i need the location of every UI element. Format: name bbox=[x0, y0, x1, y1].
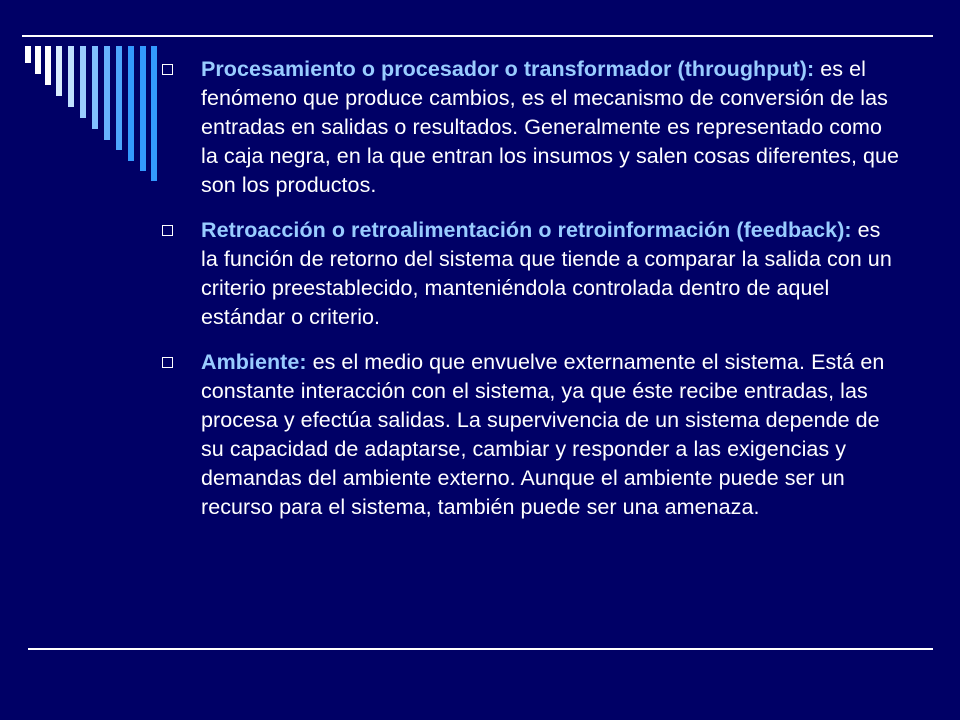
decorative-stripe bbox=[45, 46, 51, 85]
square-bullet-icon bbox=[162, 357, 173, 368]
decorative-stripe bbox=[104, 46, 110, 140]
bullet-item bbox=[162, 348, 902, 522]
bullet-description: es el fenómeno que produce cambios, es el mecanismo de conversión de las entradas en salidas o resultados. Generalmente es representado como la caja negra, en la que entran los insumos y salen cosas diferentes, que son los productos. bbox=[201, 57, 900, 197]
decorative-stripe bbox=[35, 46, 41, 74]
bullet-description: es el medio que envuelve externamente el sistema. Está en constante interacción con el sistema, ya que éste recibe entradas, las procesa y efectúa salidas. La supervivencia de un sistema depende de su capacidad de adaptarse, cambiar y responder a las exigencias y demandas del ambiente externo. Aunque el ambiente puede ser un recurso para el sistema, también puede ser una amenaza. bbox=[201, 350, 885, 519]
bottom-rule bbox=[28, 648, 933, 650]
decorative-stripe bbox=[116, 46, 122, 150]
bullet-item bbox=[162, 55, 902, 200]
bullet-term: Retroacción o retroalimentación o retroinformación (feedback): bbox=[201, 218, 852, 242]
square-bullet-icon bbox=[162, 64, 173, 75]
decorative-stripe bbox=[56, 46, 62, 96]
decorative-stripe bbox=[68, 46, 74, 107]
bullet-item bbox=[162, 216, 902, 332]
decorative-stripe bbox=[140, 46, 146, 171]
decorative-stripe bbox=[92, 46, 98, 129]
decorative-stripe bbox=[128, 46, 134, 161]
top-rule bbox=[22, 35, 933, 37]
bullet-description: es la función de retorno del sistema que tiende a comparar la salida con un criterio preestablecido, manteniéndola controlada dentro de aquel estándar o criterio. bbox=[201, 218, 892, 329]
decorative-stripe bbox=[151, 46, 157, 181]
bullet-text bbox=[201, 55, 902, 200]
square-bullet-icon bbox=[162, 225, 173, 236]
bullet-list bbox=[162, 55, 902, 538]
decorative-stripe bbox=[80, 46, 86, 118]
bullet-text bbox=[201, 348, 902, 522]
bullet-text bbox=[201, 216, 902, 332]
decorative-stripe bbox=[25, 46, 31, 63]
bullet-term: Ambiente: bbox=[201, 350, 307, 374]
bullet-term: Procesamiento o procesador o transformador (throughput): bbox=[201, 57, 815, 81]
